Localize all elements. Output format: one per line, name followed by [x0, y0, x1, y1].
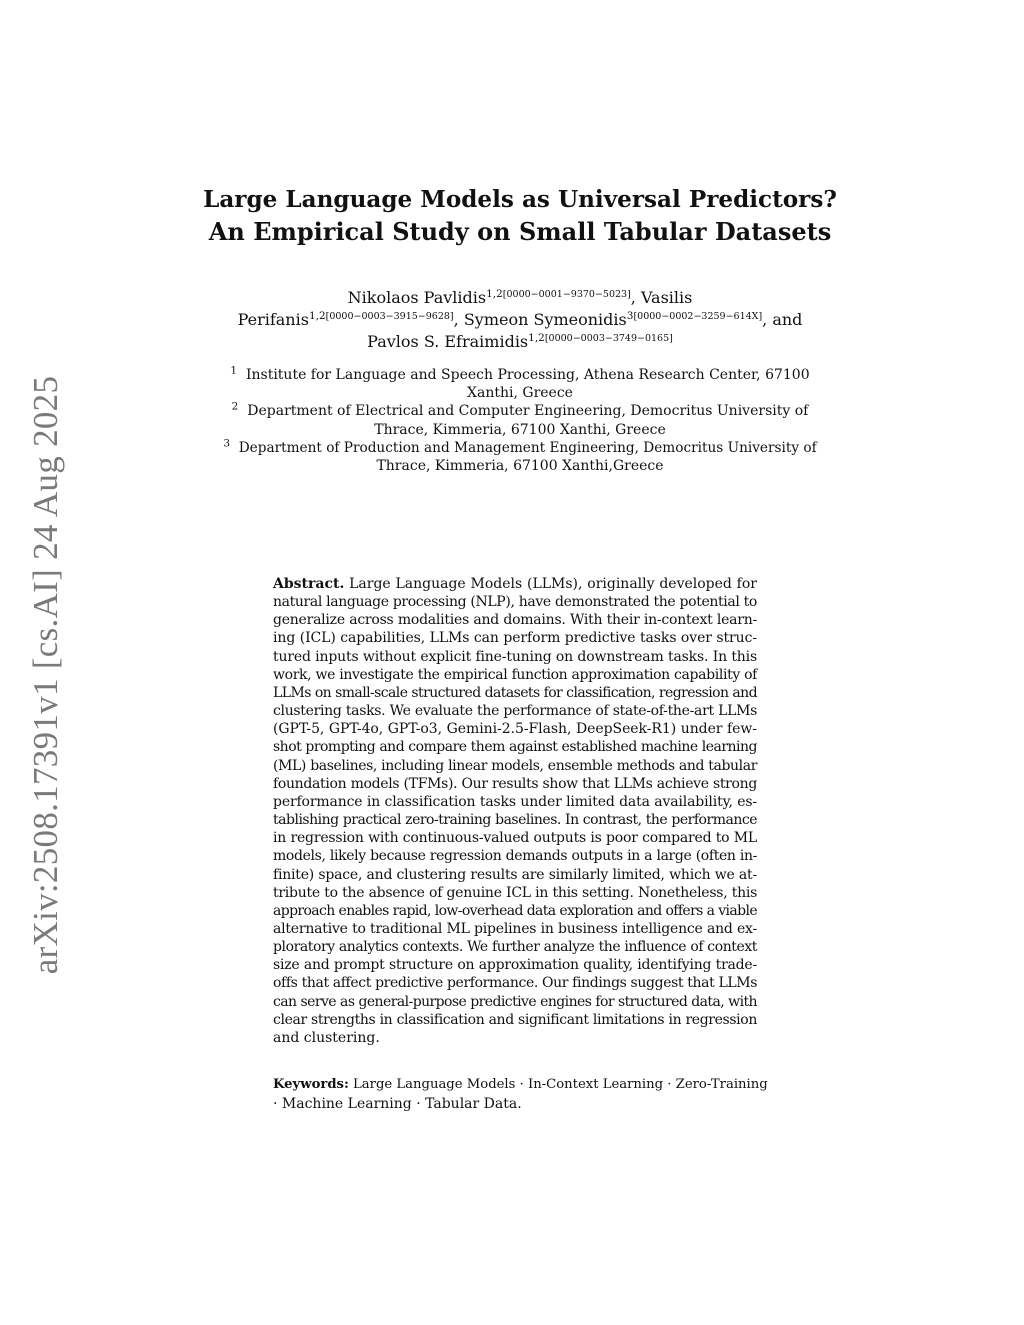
keywords: [273, 1076, 773, 1113]
abstract-line: ploratory analytics contexts. We further analyze the influence of context: [273, 939, 757, 956]
author-list: [210, 287, 830, 353]
arxiv-identifier: arXiv:2508.17391v1 [cs.AI] 24 Aug 2025: [26, 375, 65, 975]
arxiv-identifier-stamp: [16, 372, 76, 978]
abstract-line: tablishing practical zero-training baselines. In contrast, the performance: [273, 812, 757, 829]
abstract-line: alternative to traditional ML pipelines in business intelligence and ex-: [273, 920, 757, 937]
author-name: Perifanis: [237, 310, 309, 329]
affiliation-number: 3: [223, 437, 231, 450]
author-orcid: [0000−0003−3749−0165]: [544, 332, 673, 344]
keywords-label: Keywords:: [273, 1077, 349, 1092]
author-line-3: [210, 331, 830, 353]
author-affiliation-marker: 3: [626, 309, 634, 322]
affiliation-1: [220, 366, 820, 384]
abstract-line: finite) space, and clustering results are similarly limited, which we at-: [273, 866, 757, 883]
abstract-label: Abstract.: [273, 576, 345, 592]
author-orcid: [0000−0001−9370−5023]: [502, 288, 631, 300]
keywords-line-1: [273, 1076, 773, 1095]
abstract-line: approach enables rapid, low-overhead data exploration and offers a viable: [273, 902, 757, 919]
abstract-line: clear strengths in classification and significant limitations in regression: [273, 1011, 757, 1028]
abstract-line: can serve as general-purpose predictive engines for structured data, with: [273, 993, 757, 1010]
abstract-text: Large Language Models (LLMs), originally developed for: [344, 576, 757, 592]
affiliation-3-cont: Thrace, Kimmeria, 67100 Xanthi,Greece: [376, 458, 664, 475]
abstract-line: and clustering.: [273, 1029, 380, 1046]
affiliation-2-cont: Thrace, Kimmeria, 67100 Xanthi, Greece: [374, 421, 666, 438]
abstract-line: tured inputs without explicit fine-tuning on downstream tasks. In this: [273, 648, 757, 665]
abstract-line: offs that affect predictive performance. Our findings suggest that LLMs: [273, 975, 758, 992]
author-name: , Symeon Symeonidis: [453, 310, 627, 329]
author-name: , Vasilis: [630, 288, 693, 307]
affiliation-1-cont: Xanthi, Greece: [467, 385, 573, 402]
author-affiliation-marker: 1,2: [486, 287, 503, 300]
abstract-line: (GPT-5, GPT-4o, GPT-o3, Gemini-2.5-Flash, DeepSeek-R1) under few-: [273, 721, 757, 738]
affiliation-2: [220, 402, 820, 420]
author-orcid: [0000−0003−3915−9628]: [325, 310, 454, 322]
keywords-text: Large Language Models · In-Context Learning · Zero-Training: [348, 1077, 768, 1092]
affiliation-3: [220, 439, 820, 457]
affiliation-list: [220, 366, 820, 475]
author-name: Nikolaos Pavlidis: [347, 288, 487, 307]
abstract-line: size and prompt structure on approximation quality, identifying trade-: [273, 957, 757, 974]
author-orcid: [0000−0002−3259−614X]: [633, 310, 763, 322]
paper-title: [200, 184, 840, 248]
abstract-line: clustering tasks. We evaluate the performance of state-of-the-art LLMs: [273, 703, 757, 720]
affiliation-number: 1: [230, 364, 238, 377]
author-line-1: [210, 287, 830, 309]
abstract: [273, 575, 757, 1047]
affiliation-text: Department of Electrical and Computer Engineering, Democritus University of: [247, 403, 809, 420]
abstract-line: (ML) baselines, including linear models, ensemble methods and tabular: [273, 757, 757, 774]
author-affiliation-marker: 1,2: [528, 331, 545, 344]
author-line-2: [210, 309, 830, 331]
author-separator: , and: [762, 310, 803, 329]
abstract-line: natural language processing (NLP), have demonstrated the potential to: [273, 594, 757, 611]
affiliation-number: 2: [231, 400, 239, 413]
abstract-line: shot prompting and compare them against established machine learning: [273, 739, 757, 756]
abstract-line: foundation models (TFMs). Our results show that LLMs achieve strong: [273, 775, 757, 792]
keywords-line-2: · Machine Learning · Tabular Data.: [273, 1095, 522, 1112]
affiliation-text: Institute for Language and Speech Processing, Athena Research Center, 67100: [245, 367, 810, 383]
author-name: Pavlos S. Efraimidis: [367, 332, 529, 351]
author-affiliation-marker: 1,2: [308, 309, 326, 322]
abstract-line: models, likely because regression demands outputs in a large (often in-: [273, 848, 757, 865]
abstract-line: ing (ICL) capabilities, LLMs can perform predictive tasks over struc-: [273, 630, 757, 647]
affiliation-text: Department of Production and Management Engineering, Democritus University of: [238, 439, 817, 456]
abstract-line: performance in classification tasks under limited data availability, es-: [273, 793, 757, 810]
abstract-line: work, we investigate the empirical function approximation capability of: [273, 666, 757, 683]
title-line-1: Large Language Models as Universal Predictors?: [203, 186, 837, 213]
abstract-line: generalize across modalities and domains. With their in-context learn-: [273, 612, 757, 629]
abstract-line: LLMs on small-scale structured datasets for classification, regression and: [273, 684, 757, 701]
abstract-line: [273, 575, 757, 593]
abstract-line: in regression with continuous-valued outputs is poor compared to ML: [273, 830, 757, 847]
abstract-line: tribute to the absence of genuine ICL in this setting. Nonetheless, this: [273, 884, 757, 901]
title-line-2: An Empirical Study on Small Tabular Datasets: [208, 217, 832, 246]
